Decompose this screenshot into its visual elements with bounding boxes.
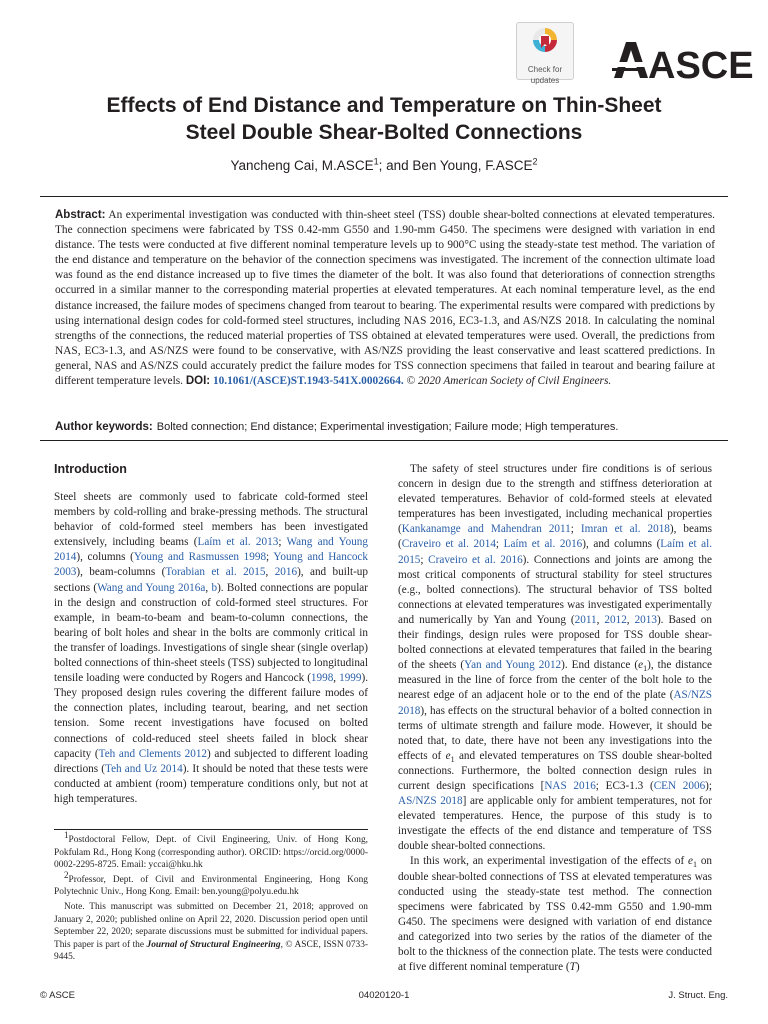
citation-link[interactable]: Teh and Clements 2012 bbox=[98, 747, 208, 760]
citation-link[interactable]: Wang and Young 2014 bbox=[54, 536, 368, 564]
title-line1: Effects of End Distance and Temperature on Thin-Sheet bbox=[106, 94, 662, 117]
copyright-notice: © 2020 American Society of Civil Engineers. bbox=[406, 375, 612, 388]
citation-link[interactable]: Craveiro et al. 2016 bbox=[428, 553, 523, 566]
citation-link[interactable]: b bbox=[211, 581, 218, 594]
abstract-top-rule bbox=[40, 196, 728, 197]
check-for-updates-badge[interactable] bbox=[516, 22, 574, 85]
citation-link[interactable]: Young and Hancock 2003 bbox=[54, 551, 368, 579]
asce-logo bbox=[612, 38, 754, 87]
citation-link[interactable]: Torabian et al. 2015 bbox=[165, 566, 266, 579]
check-badge-line2: updates bbox=[530, 76, 560, 85]
citation-link[interactable]: 1998 bbox=[310, 672, 334, 685]
citation-link[interactable]: 2011 bbox=[574, 613, 597, 626]
doi-link[interactable]: 10.1061/(ASCE)ST.1943-541X.0002664. bbox=[212, 375, 404, 388]
citation-link[interactable]: Kankanamge and Mahendran 2011 bbox=[401, 523, 571, 536]
right-paragraph-2: In this work, an experimental investigation of the effects of $e_1$ on double shear-bolted connections of TSS at elevated temperatures was conducted using the steady-state test method. The connection specimens were fabricated by TSS 0.42-mm G550 and 1.90-mm G450. The specimens were designed with variation of end distance and categorized into two series by the ratios of the diameter of the bolt to the thickness of the connection plate. The tests were conducted at five different nominal temperature (T) bbox=[398, 855, 713, 974]
author-keywords bbox=[55, 418, 715, 435]
asce-logo-text: ASCE bbox=[648, 45, 754, 87]
abstract bbox=[55, 208, 715, 389]
citation-link[interactable]: Laím et al. 2013 bbox=[197, 536, 279, 549]
citation-link[interactable]: Laím et al. 2015 bbox=[398, 538, 712, 566]
keywords-text: Bolted connection; End distance; Experimental investigation; Failure mode; High temperatures. bbox=[156, 421, 619, 433]
author1: Yancheng Cai, M.ASCE bbox=[230, 158, 374, 173]
citation-link[interactable]: Wang and Young 2016a bbox=[97, 581, 206, 594]
abstract-label: Abstract: bbox=[55, 209, 106, 221]
journal-name: Journal of Structural Engineering bbox=[146, 939, 281, 950]
keywords-label: Author keywords: bbox=[55, 421, 153, 433]
left-column bbox=[54, 490, 368, 807]
article-title bbox=[40, 92, 728, 146]
citation-link[interactable]: 2012 bbox=[604, 613, 627, 626]
intro-paragraph-1: Steel sheets are commonly used to fabricate cold-formed steel members by cold-rolling and brake-pressing methods. The structural behavior of cold-formed steel members has been investigated extensively, including beams (Laím et al. 2013; Wang and Young 2014), columns (Young and Rasmussen 1998; Young and Hancock 2003), beam-columns (Torabian et al. 2015, 2016), and built-up sections (Wang and Young 2016a, b). Bolted connections are popular in the design and construction of cold-formed steel structures. For example, in beam-to-beam and beam-to-column connections, the bearing of bolt holes and shear in the bolts are commonly critical in the transfer of loadings. Investigations of single shear (single overlap) bolted connections of thin-sheet steels (TSS) subjected to longitudinal tensile loading were conducted by Rogers and Hancock (1998, 1999). They proposed design rules covering the different failure modes of the connection plates, including tearout, bearing, and net section tension. Some recent investigations have focused on bolted connections of cold-reduced steel sheets failed in block shear capacity (Teh and Clements 2012) and subjected to different loading directions (Teh and Uz 2014). It should be noted that these tests were conducted at ambient (room) temperature conditions only, but not at high temperatures. bbox=[54, 491, 369, 805]
right-column bbox=[398, 462, 712, 975]
citation-link[interactable]: 1999 bbox=[339, 672, 362, 685]
abstract-text: An experimental investigation was conducted with thin-sheet steel (TSS) double shear-bolted connections at elevated temperatures. The connection specimens were fabricated by TSS 0.42-mm G550 and 1.90-mm G450. The specimens were designed with variation in end distance. The tests were conducted at five different nominal temperature levels up to 900°C using the steady-state test method. The variation of the end distance and temperature on the behavior of the connection specimens was investigated. The increment of the connection ultimate load was found as the end distance increased up to five times the diameter of the bolt. It was also found that deteriorations of connection strengths occurred in a similar manner to the corresponding material properties at elevated temperatures. At each nominal temperature level, as the end distance increased, the failure modes of specimens changed from tearout to bearing. The experimental results were compared with predictions by using international design codes for cold-formed steel structures, including NAS 2016, EC3-1.3, and AS/NZS 2018. In calculating the nominal strengths of the connections, the reduced material properties of TSS obtained at elevated temperatures were used. Overall, the predictions from NAS, EC3-1.3, and AS/NZS were found to be conservative, with AS/NZS providing the least conservative and least scattered predictions. In general, NAS and AS/NZS could accurately predict the failure modes for TSS connection specimens that failed in tearout and bearing failure at different temperature levels. bbox=[55, 209, 715, 388]
footnote-2: $^2$Professor, Dept. of Civil and Environmental Engineering, Hong Kong Polytechnic Univ., Hong Kong. Email: ben.young@polyu.edu.hk bbox=[54, 869, 368, 898]
footer-article-number: 04020120-1 bbox=[358, 990, 410, 1001]
author-separator: ; and bbox=[378, 158, 413, 173]
author1-affiliation-mark[interactable]: 1 bbox=[373, 156, 379, 167]
citation-link[interactable]: Yan and Young 2012 bbox=[464, 659, 562, 672]
citation-link[interactable]: 2013 bbox=[634, 613, 657, 626]
citation-link[interactable]: AS/NZS 2018 bbox=[398, 689, 712, 717]
citation-link[interactable]: Laím et al. 2016 bbox=[503, 538, 583, 551]
section-heading-introduction: Introduction bbox=[54, 462, 127, 476]
manuscript-note: Note. This manuscript was submitted on December 21, 2018; approved on January 2, 2020; published online on April 22, 2020. Discussion period open until September 22, 2020; separate discussions must be submitted for individual papers. This paper is part of the Journal of Structural Engineering, © ASCE, ISSN 0733-9445. bbox=[54, 901, 368, 963]
title-line2: Steel Double Shear-Bolted Connections bbox=[185, 121, 583, 144]
footnote-1: $^1$Postdoctoral Fellow, Dept. of Civil Engineering, Univ. of Hong Kong, Pokfulam Rd., Hong Kong (corresponding author). ORCID: https://orcid.org/0000-0002-2295-8725. Email: yccai@hku.hk bbox=[54, 829, 368, 871]
crossmark-icon bbox=[530, 26, 560, 58]
check-badge-line1: Check for bbox=[527, 65, 563, 74]
citation-link[interactable]: CEN 2006 bbox=[653, 779, 706, 792]
footnote-rule bbox=[54, 829, 368, 830]
citation-link[interactable]: AS/NZS 2018 bbox=[398, 795, 463, 808]
author2: Ben Young, F.ASCE bbox=[412, 158, 533, 173]
citation-link[interactable]: Young and Rasmussen 1998 bbox=[133, 551, 267, 564]
citation-link[interactable]: Craveiro et al. 2014 bbox=[401, 538, 496, 551]
author2-affiliation-mark[interactable]: 2 bbox=[532, 156, 538, 167]
citation-link[interactable]: Teh and Uz 2014 bbox=[105, 762, 183, 775]
footnotes bbox=[54, 829, 368, 966]
author-list bbox=[40, 158, 728, 173]
footer-journal: J. Struct. Eng. bbox=[668, 990, 728, 1001]
abstract-bottom-rule bbox=[40, 440, 728, 441]
doi-label: DOI: bbox=[185, 375, 211, 388]
citation-link[interactable]: Imran et al. 2018 bbox=[580, 523, 670, 536]
citation-link[interactable]: 2016 bbox=[274, 566, 298, 579]
citation-link[interactable]: NAS 2016 bbox=[544, 779, 596, 792]
right-paragraph-1: The safety of steel structures under fire conditions is of serious concern in design due to the strength and stiffness deterioration at elevated temperatures. Behavior of cold-formed steels at elevated temperatures has been investigated, including mechanical properties (Kankanamge and Mahendran 2011; Imran et al. 2018), beams (Craveiro et al. 2014; Laím et al. 2016), and columns (Laím et al. 2015; Craveiro et al. 2016). Connections and joints are among the most critical components of structural stability for steel structures (e.g., bolted connections). The structural behavior of TSS bolted connections at elevated temperatures was investigated experimentally and numerically by Yan and Young (2011, 2012, 2013). Based on their findings, design rules were proposed for TSS double shear-bolted connections at elevated temperatures that failed in the bearing of the sheets (Yan and Young 2012). End distance $(e_1)$, the distance measured in the line of force from the center of the bolt hole to the nearest edge of an adjacent hole or to the end of the plate (AS/NZS 2018), has effects on the structural behavior of a bolted connection in terms of ultimate strength and failure mode. However, it should be noted that, to date, there have not been any investigations into the effects of $e_1$ and elevated temperatures on TSS double shear-bolted connections. Furthermore, the bolted connection design rules in current design specifications [NAS 2016; EC3-1.3 (CEN 2006); AS/NZS 2018] are applicable only for ambient temperatures, not for elevated temperatures. Hence, the purpose of this study is to investigate the effects of the end distance and temperature of TSS double shear-bolted connections. bbox=[398, 463, 713, 853]
footer-copyright: © ASCE bbox=[40, 990, 75, 1001]
